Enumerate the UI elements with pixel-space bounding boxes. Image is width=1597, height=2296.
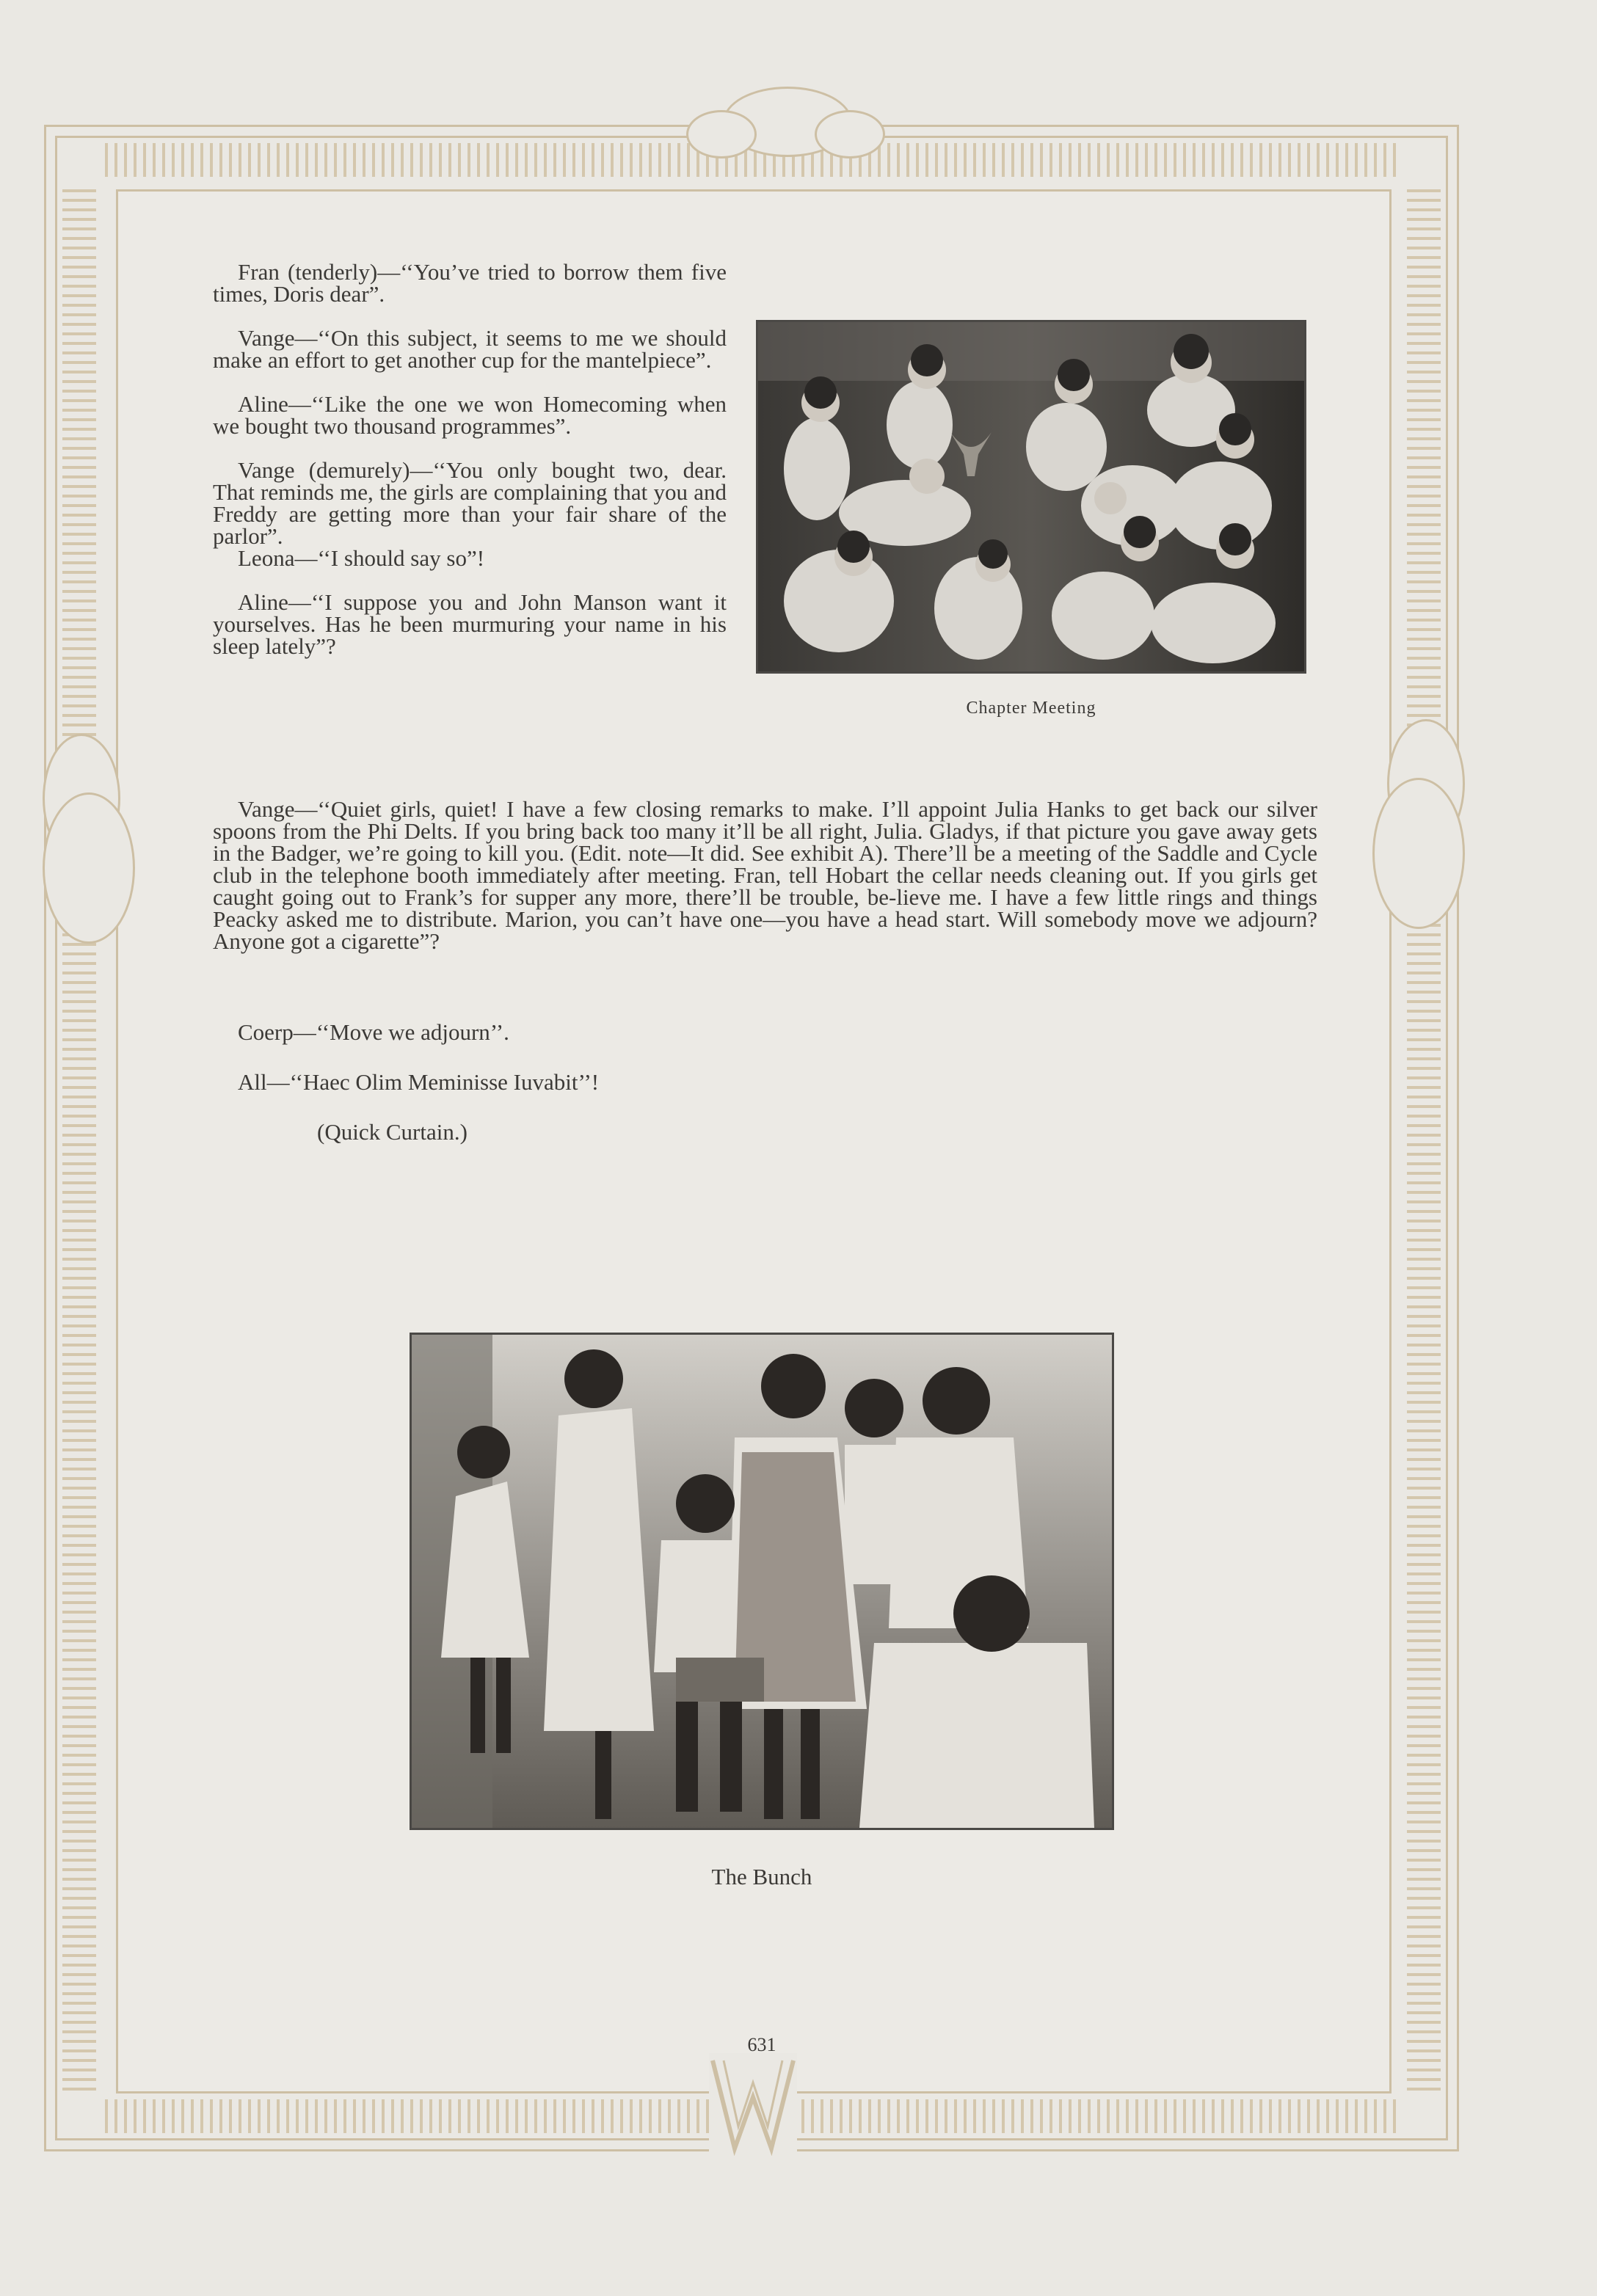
cloud-ornament-left-2 <box>43 792 135 944</box>
w-monogram-ornament <box>709 2053 797 2156</box>
chapter-meeting-image <box>758 322 1304 671</box>
dialogue-line-vange-closing: Vange—‘‘Quiet girls, quiet! I have a few closing remarks to make. I’ll appoint Julia Hanks to get back our silver spoons from the Phi Delts. If you bring back too many it’ll be all right, Julia. Gladys, if that picture you gave away gets in the Badger, we’re going to kill you. (Edit. note—It did. See exhibit A). There’ll be a meeting of the Saddle and Cycle club in the telephone booth immediately after meeting. Fran, tell Hobart the cellar needs cleaning out. If you girls get caught going out to Frank’s for supper any more, there’ll be trouble, be-lieve me. I have a few little rings and things Peacky asked me to distribute. Marion, you can’t have one—you have a head start. Will somebody move we adjourn? Anyone got a cigarette”? <box>213 796 1317 954</box>
chapter-meeting-caption: Chapter Meeting <box>966 699 1096 718</box>
cloud-ornament-top-left <box>686 110 757 158</box>
dialogue-column <box>213 261 727 657</box>
chapter-meeting-photo <box>756 320 1306 674</box>
cloud-ornament-top-right <box>815 110 885 158</box>
the-bunch-photo <box>410 1333 1114 1830</box>
coerp-line: Coerp—‘‘Move we adjourn’’. <box>238 1019 509 1045</box>
dialogue-line-leona: Leona—‘‘I should say so”! <box>238 545 485 571</box>
closing-remarks-paragraph <box>213 798 1317 952</box>
quick-curtain-line: (Quick Curtain.) <box>317 1119 468 1145</box>
dialogue-line-fran: Fran (tenderly)—‘‘You’ve tried to borrow them five times, Doris dear”. <box>213 259 727 307</box>
page-number: 631 <box>747 2034 776 2055</box>
cloud-ornament-right-2 <box>1372 778 1465 929</box>
dialogue-line-aline-1: Aline—‘‘Like the one we won Homecoming when we bought two thousand programmes”. <box>213 391 727 439</box>
dialogue-line-vange-1: Vange—‘‘On this subject, it seems to me we should make an effort to get another cup for the mantelpiece”. <box>213 325 727 373</box>
dialogue-line-aline-2: Aline—‘‘I suppose you and John Manson want it yourselves. Has he been murmuring your name in his sleep lately”? <box>213 589 727 659</box>
dialogue-line-vange-2: Vange (demurely)—‘‘You only bought two, dear. That reminds me, the girls are complaining that you and Freddy are getting more than your fair share of the parlor”. <box>213 457 727 549</box>
the-bunch-image <box>412 1335 1112 1828</box>
border-stripe-left <box>62 186 96 2091</box>
the-bunch-caption: The Bunch <box>711 1864 812 1889</box>
border-stripe-right <box>1407 186 1441 2091</box>
all-line: All—‘‘Haec Olim Meminisse Iuvabit’’! <box>238 1069 600 1095</box>
